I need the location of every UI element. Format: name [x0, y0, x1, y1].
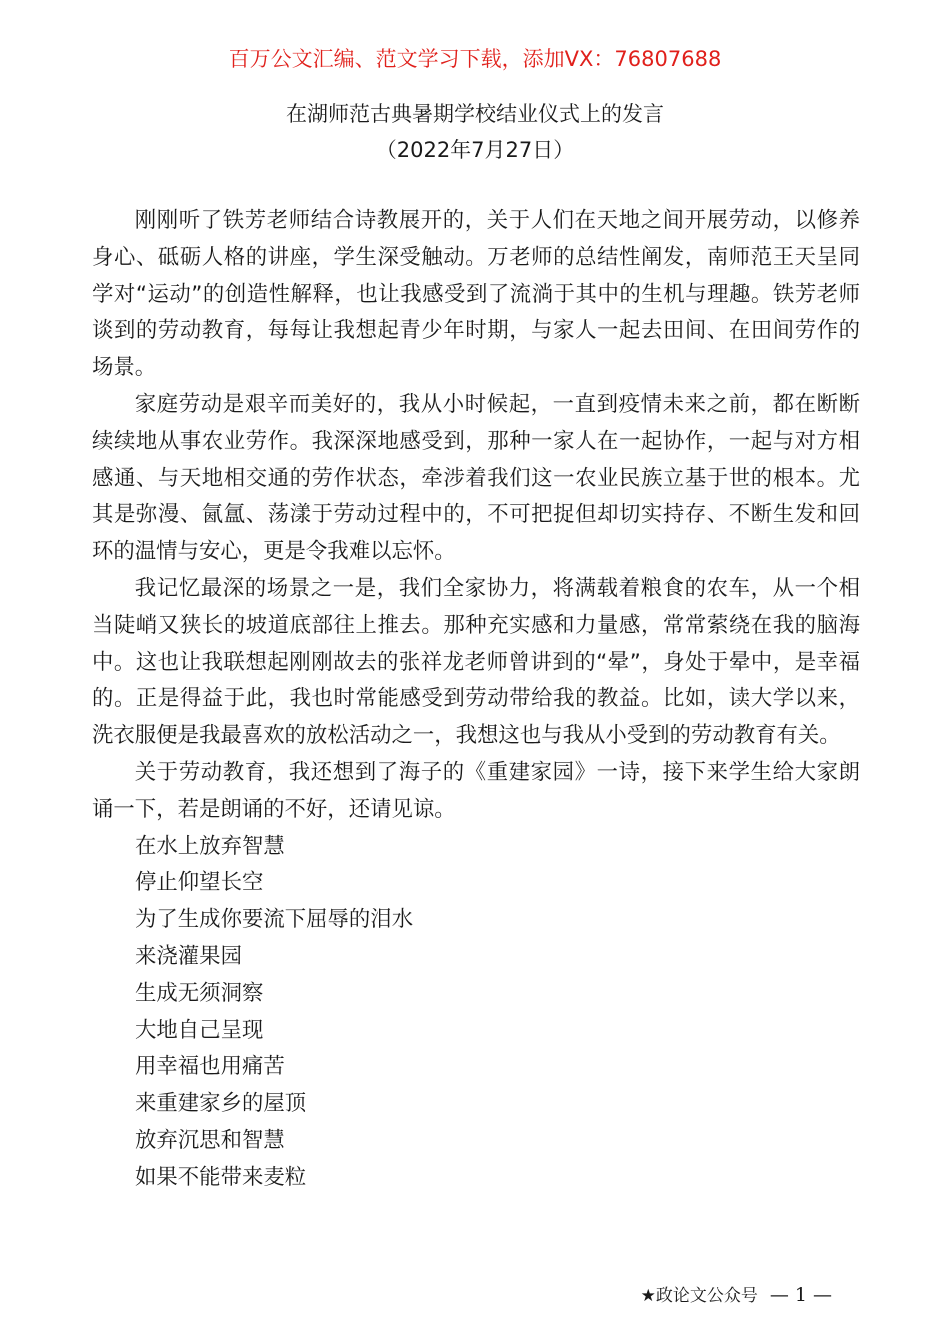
poem-line: 放弃沉思和智慧 — [135, 1127, 285, 1153]
page-footer — [641, 1281, 832, 1310]
paragraph: 家庭劳动是艰辛而美好的，我从小时候起，一直到疫情未来之前，都在断断续续地从事农业劳作。我深深地感受到，那种一家人在一起协作，一起与对方相感通、与天地相交通的劳作状态，牵涉着我们这一农业民族立基于世的根本。尤其是弥漫、氤氲、荡漾于劳动过程中的，不可把捉但却切实持存、不断生发和回环的温情与安心，更是令我难以忘怀。 — [92, 391, 860, 565]
poem-line: 来重建家乡的屋顶 — [135, 1091, 307, 1117]
page-number: — 1 — — [769, 1284, 832, 1306]
paragraph: 关于劳动教育，我还想到了海子的《重建家园》一诗，接下来学生给大家朗诵一下，若是朗诵的不好，还请见谅。 — [92, 759, 860, 822]
poem-line: 停止仰望长空 — [135, 870, 264, 896]
poem-line: 来浇灌果园 — [135, 943, 242, 969]
poem-line: 生成无须洞察 — [135, 980, 264, 1006]
promo-banner: 百万公文汇编、范文学习下载，添加VX：76807688 — [228, 47, 722, 71]
document-title: 在湖师范古典暑期学校结业仪式上的发言 — [286, 102, 664, 126]
poem-line: 用幸福也用痛苦 — [135, 1054, 285, 1080]
poem — [92, 829, 860, 1197]
poem-line: 为了生成你要流下屈辱的泪水 — [135, 907, 414, 933]
document-date: （2022年7月27日） — [375, 138, 575, 162]
poem-line: 大地自己呈现 — [135, 1017, 264, 1043]
poem-line: 在水上放弃智慧 — [135, 833, 285, 859]
poem-line: 如果不能带来麦粒 — [135, 1164, 307, 1190]
paragraph: 我记忆最深的场景之一是，我们全家协力，将满载着粮食的农车，从一个相当陡峭又狭长的坡道底部往上推去。那种充实感和力量感，常常萦绕在我的脑海中。这也让我联想起刚刚故去的张祥龙老师曾讲到的“晕”，身处于晕中，是幸福的。正是得益于此，我也时常能感受到劳动带给我的教益。比如，读大学以来，洗衣服便是我最喜欢的放松活动之一，我想这也与我从小受到的劳动教育有关。 — [92, 575, 860, 749]
paragraph: 刚刚听了铁芳老师结合诗教展开的，关于人们在天地之间开展劳动，以修养身心、砥砺人格的讲座，学生深受触动。万老师的总结性阐发，南师范王天呈同学对“运动”的创造性解释，也让我感受到了流淌于其中的生机与理趣。铁芳老师谈到的劳动教育，每每让我想起青少年时期，与家人一起去田间、在田间劳作的场景。 — [92, 208, 860, 381]
document-body — [92, 203, 860, 1197]
footer-source: ★政论文公众号 — [640, 1286, 758, 1306]
